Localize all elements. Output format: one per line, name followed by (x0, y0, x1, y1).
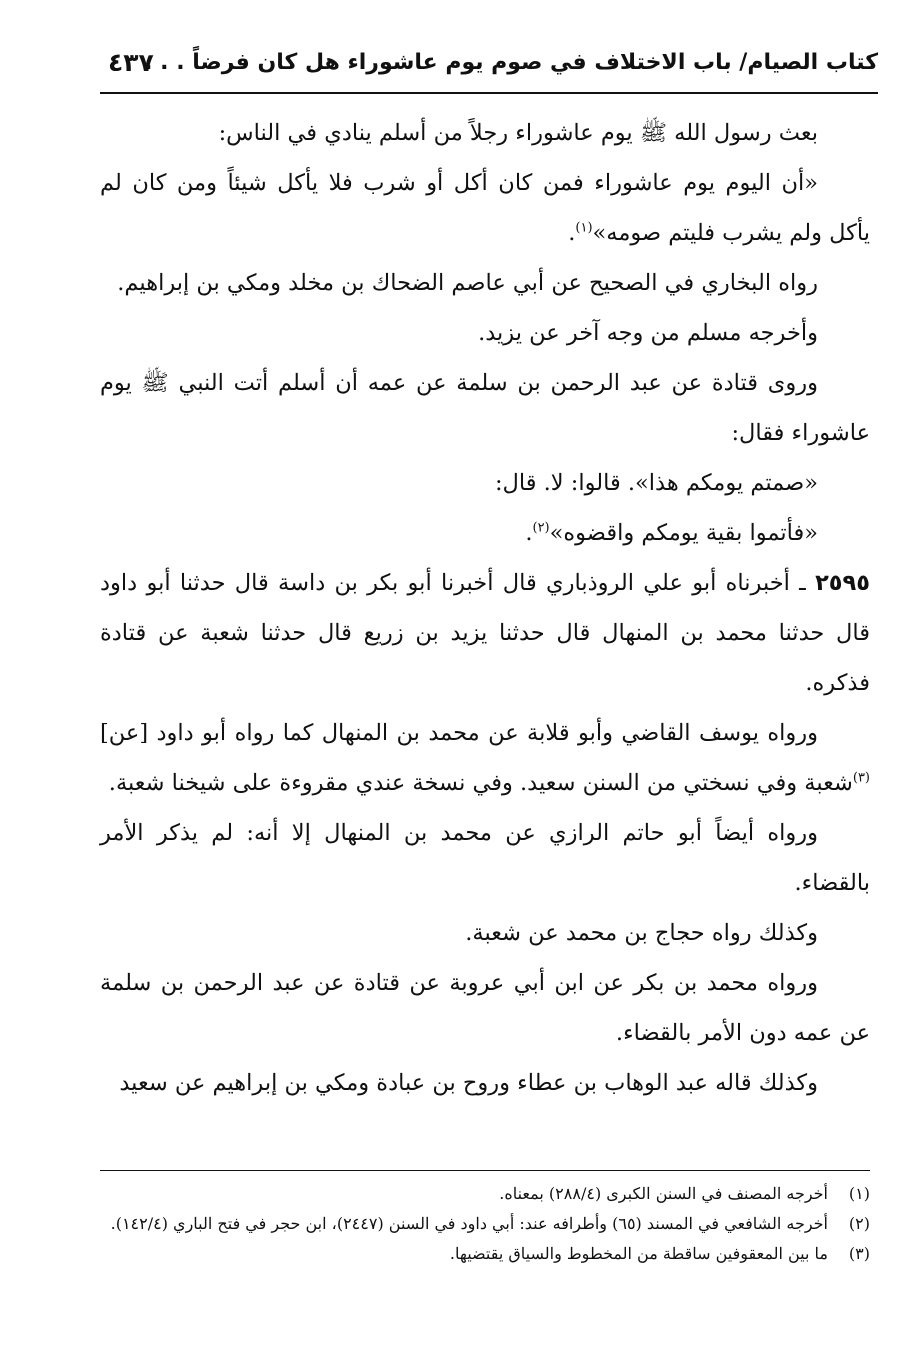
footnote-number: (٢) (848, 1214, 870, 1233)
hadith-number: ٢٥٩٥ (815, 570, 870, 596)
paragraph-text: شعبة وفي نسختي من السنن سعيد. وفي نسخة عندي مقروءة على شيخنا شعبة. (108, 770, 853, 796)
footnote (100, 1179, 870, 1209)
running-title: كتاب الصيام/ باب الاختلاف في صوم يوم عاشوراء هل كان فرضاً . . . (144, 50, 878, 75)
paragraph (100, 308, 870, 358)
footnote-number: (٣) (848, 1244, 870, 1263)
quotation-line (100, 508, 870, 558)
footnote-marker[interactable]: (٣) (852, 770, 870, 786)
paragraph-text: وكذلك قاله عبد الوهاب بن عطاء وروح بن عبادة ومكي بن إبراهيم عن سعيد (119, 1070, 818, 1096)
paragraph (100, 258, 870, 308)
paragraph-text: وروى قتادة عن عبد الرحمن بن سلمة عن عمه أن أسلم أتت النبي ﷺ يوم عاشوراء فقال: (100, 370, 870, 446)
paragraph (100, 358, 870, 458)
footnote-text: ما بين المعقوفين ساقطة من المخطوط والسياق يقتضيها. (449, 1244, 828, 1263)
paragraph-text: «أن اليوم يوم عاشوراء فمن كان أكل أو شرب فلا يأكل شيئاً ومن كان لم يأكل ولم يشرب فليتم صومه» (100, 170, 870, 246)
quotation-line (100, 458, 870, 508)
paragraph (100, 158, 870, 258)
page-header (100, 44, 878, 94)
footnote (100, 1239, 870, 1269)
paragraph (100, 1058, 870, 1108)
paragraph-text: ورواه يوسف القاضي وأبو قلابة عن محمد بن المنهال كما رواه أبو داود [عن] (100, 720, 818, 746)
main-text (100, 108, 870, 1108)
footnote-text: أخرجه المصنف في السنن الكبرى (٢٨٨/٤) بمعناه. (499, 1184, 828, 1203)
paragraph-text: بعث رسول الله ﷺ يوم عاشوراء رجلاً من أسلم ينادي في الناس: (218, 120, 818, 146)
paragraph (100, 958, 870, 1058)
quotation-end: . (525, 520, 533, 546)
paragraph-text: ـ أخبرناه أبو علي الروذباري قال أخبرنا أبو بكر بن داسة قال حدثنا أبو داود قال حدثنا محمد بن المنهال قال حدثنا يزيد بن زريع قال حدثنا شعبة عن قتادة فذكره. (100, 570, 870, 696)
paragraph-text: ورواه محمد بن بكر عن ابن أبي عروبة عن قتادة عن عبد الرحمن بن سلمة عن عمه دون الأمر بالقضاء. (100, 970, 870, 1046)
paragraph-end: . (568, 220, 576, 246)
footnote-marker[interactable]: (١) (575, 220, 593, 236)
footnote-marker[interactable]: (٢) (532, 520, 550, 536)
quotation-text: «صمتم يومكم هذا». قالوا: لا. قال: (494, 470, 818, 496)
paragraph-text: وأخرجه مسلم من وجه آخر عن يزيد. (478, 320, 818, 346)
footnotes-section (100, 1170, 870, 1269)
paragraph-text: رواه البخاري في الصحيح عن أبي عاصم الضحاك بن مخلد ومكي بن إبراهيم. (117, 270, 818, 296)
paragraph (100, 908, 870, 958)
paragraph (100, 808, 870, 908)
paragraph-text: ورواه أيضاً أبو حاتم الرازي عن محمد بن المنهال إلا أنه: لم يذكر الأمر بالقضاء. (100, 820, 870, 896)
paragraph (100, 708, 870, 808)
footnote (100, 1209, 870, 1239)
page-number: ٤٣٧ (108, 48, 154, 77)
hadith-paragraph (100, 558, 870, 708)
footnote-number: (١) (848, 1184, 870, 1203)
paragraph-text: وكذلك رواه حجاج بن محمد عن شعبة. (465, 920, 818, 946)
quotation-text: «فأتموا بقية يومكم واقضوه» (549, 520, 818, 546)
paragraph (100, 108, 870, 158)
footnote-text: أخرجه الشافعي في المسند (٦٥) وأطرافه عند: أبي داود في السنن (٢٤٤٧)، ابن حجر في فتح الباري (١٤٢/٤). (110, 1214, 828, 1233)
